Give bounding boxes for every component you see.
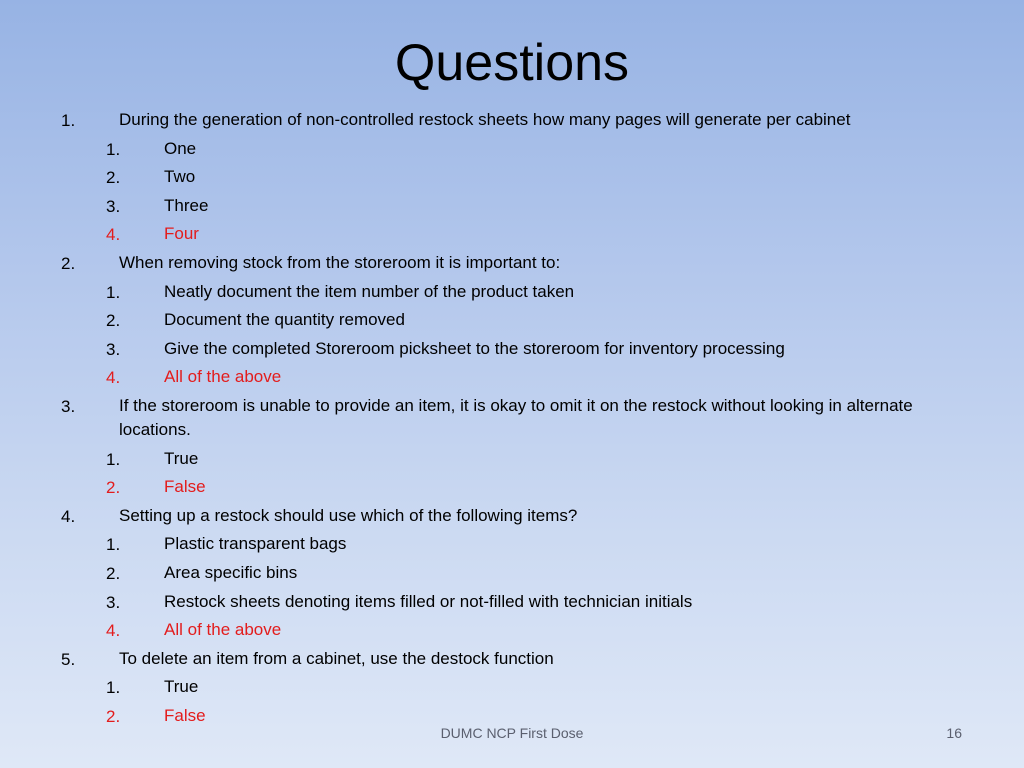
answer-option-correct bbox=[0, 474, 1024, 503]
option-text: All of the above bbox=[164, 367, 282, 387]
option-number: 4. bbox=[106, 368, 121, 388]
answer-option bbox=[0, 279, 1024, 308]
option-number: 2. bbox=[106, 311, 121, 331]
option-text: False bbox=[164, 705, 206, 725]
question-text: Setting up a restock should use which of the following items? bbox=[119, 505, 578, 525]
answer-option bbox=[0, 307, 1024, 336]
option-number: 2. bbox=[106, 168, 121, 188]
option-text: True bbox=[164, 677, 199, 697]
question-number: 1. bbox=[61, 111, 76, 130]
answer-option bbox=[0, 164, 1024, 193]
question-item bbox=[0, 107, 1024, 136]
option-number: 4. bbox=[106, 225, 121, 245]
question-text: During the generation of non-controlled restock sheets how many pages will generate per cabinet bbox=[119, 110, 851, 129]
option-number: 3. bbox=[106, 196, 121, 216]
option-text: False bbox=[164, 477, 206, 497]
question-text: When removing stock from the storeroom it is important to: bbox=[119, 252, 561, 272]
answer-option-correct bbox=[0, 221, 1024, 250]
question-item bbox=[0, 393, 1024, 446]
answer-option bbox=[0, 674, 1024, 703]
answer-option bbox=[0, 193, 1024, 222]
question-item bbox=[0, 250, 1024, 279]
question-number: 2. bbox=[61, 253, 76, 273]
answer-option bbox=[0, 336, 1024, 365]
option-number: 4. bbox=[106, 621, 121, 641]
option-text: True bbox=[164, 448, 199, 468]
option-number: 2. bbox=[106, 478, 121, 498]
option-text: Restock sheets denoting items filled or not-filled with technician initials bbox=[164, 591, 693, 611]
option-text: One bbox=[164, 138, 197, 158]
option-number: 1. bbox=[106, 449, 121, 469]
option-text: Document the quantity removed bbox=[164, 310, 405, 330]
question-text: To delete an item from a cabinet, use the destock function bbox=[119, 648, 554, 668]
option-text: Neatly document the item number of the product taken bbox=[164, 281, 575, 301]
option-number: 2. bbox=[106, 706, 121, 726]
option-number: 3. bbox=[106, 339, 121, 359]
slide-footer: DUMC NCP First Dose bbox=[440, 725, 584, 741]
option-number: 1. bbox=[106, 282, 121, 302]
option-text: Give the completed Storeroom picksheet to the storeroom for inventory processing bbox=[164, 338, 785, 358]
option-text: Plastic transparent bags bbox=[164, 534, 347, 554]
page-number: 16 bbox=[946, 725, 962, 741]
option-number: 1. bbox=[106, 535, 121, 555]
answer-option bbox=[0, 446, 1024, 475]
question-number: 3. bbox=[61, 396, 76, 416]
answer-option bbox=[0, 560, 1024, 589]
question-number: 5. bbox=[61, 649, 76, 669]
answer-option-correct bbox=[0, 617, 1024, 646]
option-text: Two bbox=[164, 167, 196, 187]
option-number: 2. bbox=[106, 563, 121, 583]
question-list bbox=[0, 107, 1024, 731]
question-item bbox=[0, 646, 1024, 675]
question-text: If the storeroom is unable to provide an item, it is okay to omit it on the restock without looking in alternate locations. bbox=[119, 395, 913, 439]
option-text: Four bbox=[164, 224, 199, 244]
question-item bbox=[0, 503, 1024, 532]
option-number: 1. bbox=[106, 139, 121, 159]
option-text: Area specific bins bbox=[164, 562, 298, 582]
answer-option bbox=[0, 136, 1024, 165]
answer-option-correct bbox=[0, 364, 1024, 393]
option-text: All of the above bbox=[164, 620, 282, 640]
answer-option bbox=[0, 589, 1024, 618]
option-number: 1. bbox=[106, 678, 121, 698]
option-text: Three bbox=[164, 195, 209, 215]
answer-option bbox=[0, 531, 1024, 560]
slide-title: Questions bbox=[394, 34, 630, 92]
question-number: 4. bbox=[61, 506, 76, 526]
option-number: 3. bbox=[106, 592, 121, 612]
